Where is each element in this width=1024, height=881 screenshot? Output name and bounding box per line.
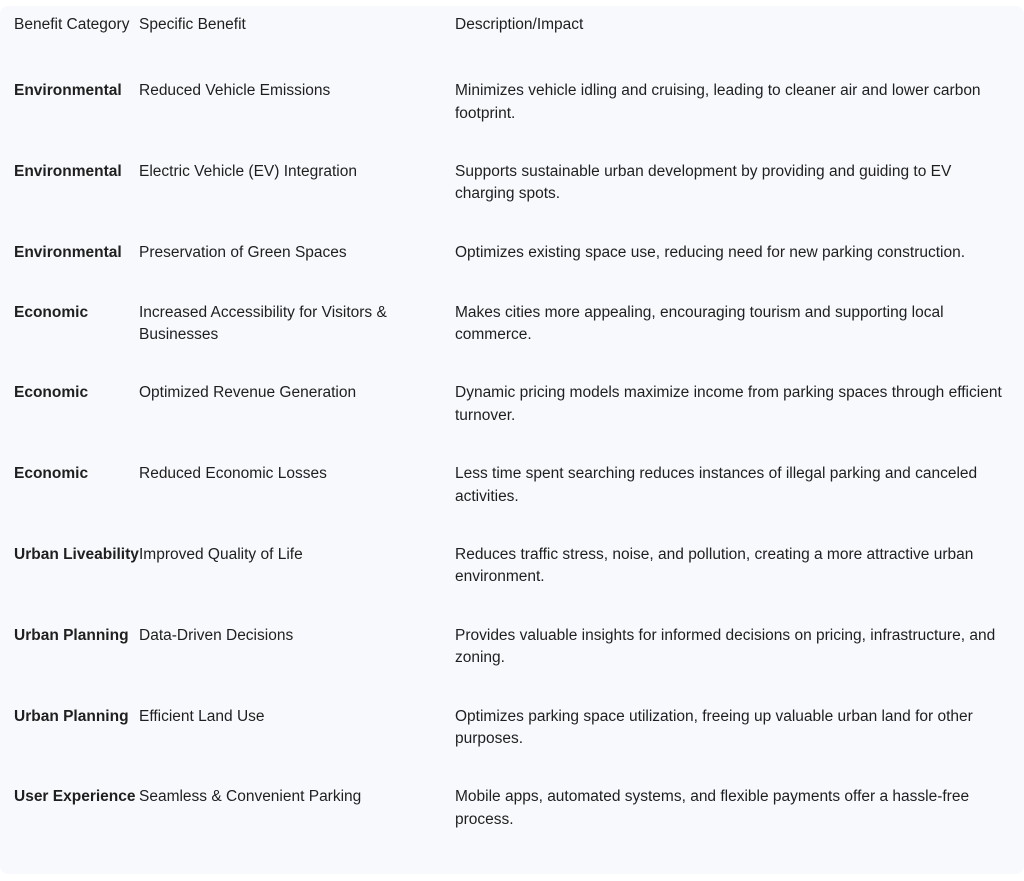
cell-category: User Experience [14,788,136,806]
cell-category: Economic [14,303,89,321]
table-row [0,72,1024,153]
table-row [0,617,1024,698]
cell-description: Optimizes parking space utilization, freeing up valuable urban land for other purposes. [455,707,973,748]
cell-benefit: Preservation of Green Spaces [139,243,347,261]
table-row [0,374,1024,455]
cell-benefit: Optimized Revenue Generation [139,384,357,402]
cell-description: Dynamic pricing models maximize income from parking spaces through efficient turnover. [455,384,1002,424]
header-specific-benefit: Specific Benefit [139,16,246,33]
cell-category: Urban Planning [14,626,129,644]
table-row [0,153,1024,234]
table-row [0,536,1024,617]
cell-benefit: Increased Accessibility for Visitors & Businesses [139,303,387,344]
cell-description: Minimizes vehicle idling and cruising, leading to cleaner air and lower carbon footprint. [455,82,981,122]
benefits-table-container [0,6,1024,874]
cell-benefit: Seamless & Convenient Parking [139,788,362,806]
cell-description: Makes cities more appealing, encouraging tourism and supporting local commerce. [455,303,944,344]
cell-description: Mobile apps, automated systems, and flexible payments offer a hassle-free process. [455,788,970,828]
table-row [0,778,1024,859]
cell-category: Economic [14,465,89,483]
table-row [0,455,1024,536]
cell-category: Urban Liveability [14,545,139,563]
table-row [0,234,1024,294]
cell-category: Environmental [14,243,122,261]
cell-category: Environmental [14,162,122,180]
benefits-table [0,6,1024,859]
cell-description: Provides valuable insights for informed decisions on pricing, infrastructure, and zoning. [455,626,996,667]
cell-category: Economic [14,384,89,402]
cell-category: Urban Planning [14,707,129,725]
table-header [0,6,1024,72]
cell-benefit: Efficient Land Use [139,707,265,725]
cell-category: Environmental [14,82,122,99]
table-body [0,72,1024,859]
cell-description: Supports sustainable urban development by providing and guiding to EV charging spots. [455,162,952,203]
cell-benefit: Electric Vehicle (EV) Integration [139,162,357,180]
table-row [0,698,1024,779]
cell-description: Less time spent searching reduces instances of illegal parking and canceled activities. [455,465,978,505]
table-row [0,294,1024,375]
cell-description: Reduces traffic stress, noise, and pollution, creating a more attractive urban environment. [455,545,974,586]
cell-description: Optimizes existing space use, reducing need for new parking construction. [455,243,966,261]
header-benefit-category: Benefit Category [14,16,130,33]
header-row [0,6,1024,72]
header-description-impact: Description/Impact [455,16,584,33]
cell-benefit: Improved Quality of Life [139,545,303,563]
cell-benefit: Data-Driven Decisions [139,626,294,644]
cell-benefit: Reduced Economic Losses [139,465,327,483]
cell-benefit: Reduced Vehicle Emissions [139,82,331,99]
